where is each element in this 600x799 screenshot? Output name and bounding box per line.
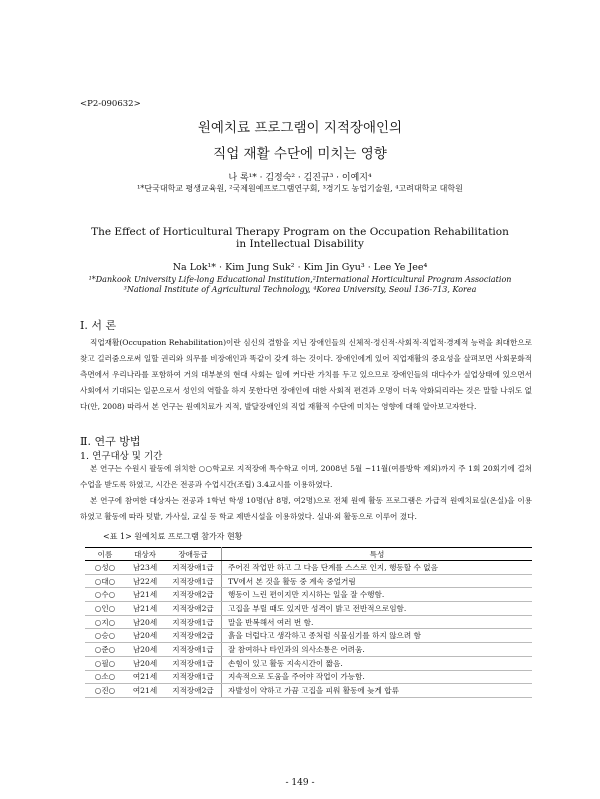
cell-subject: 남22세 <box>125 574 165 588</box>
table-row <box>85 574 532 588</box>
cell-name: ○대○ <box>85 574 125 588</box>
cell-grade: 지적장애1급 <box>165 561 222 575</box>
cell-characteristics: 지속적으로 도움을 주어야 작업이 가능함. <box>222 670 533 684</box>
cell-name: ○필○ <box>85 656 125 670</box>
cell-name: ○소○ <box>85 670 125 684</box>
cell-name: ○진○ <box>85 684 125 698</box>
table-row <box>85 561 532 575</box>
cell-grade: 지적장애2급 <box>165 629 222 643</box>
cell-name: ○성○ <box>85 561 125 575</box>
table-row <box>85 670 532 684</box>
cell-name: ○수○ <box>85 588 125 602</box>
cell-grade: 지적장애1급 <box>165 670 222 684</box>
english-authors: Na Lok¹* · Kim Jung Suk² · Kim Jin Gyu³ · Lee Ye Jee⁴ <box>172 262 428 273</box>
cell-grade: 지적장애2급 <box>165 588 222 602</box>
page-number: - 149 - <box>285 778 315 788</box>
cell-subject: 남20세 <box>125 629 165 643</box>
table-row <box>85 588 532 602</box>
korean-authors: 나 록¹* · 김정숙² · 김진규³ · 이예지⁴ <box>228 173 372 183</box>
cell-name: ○승○ <box>85 629 125 643</box>
cell-characteristics: 손힘이 있고 활동 지속시간이 짧음. <box>222 656 533 670</box>
cell-name: ○준○ <box>85 643 125 657</box>
table-row <box>85 684 532 698</box>
methods-paragraph-2: 본 연구에 참여한 대상자는 전공과 1학년 학생 10명(남 8명, 여2명)으로 전체 원예 활동 프로그램은 가급적 원예치료실(온실)을 이용하였고 활동에 따라 텃밭, 가사실, 교실 등 학교 제반시설을 이용하였다. 실내·외 활동으로 이루어 졌다. <box>80 496 532 521</box>
cell-characteristics: 말을 반복해서 여러 번 함. <box>222 615 533 629</box>
cell-subject: 남21세 <box>125 588 165 602</box>
korean-affiliations: ¹*단국대학교 평생교육원, ²국제원예프로그램연구회, ³경기도 농업기술원, ⁴고려대학교 대학원 <box>137 184 463 193</box>
paper-code: <P2-090632> <box>80 99 141 109</box>
cell-characteristics: 자발성이 약하고 가끔 고집을 피워 활동에 늦게 합류 <box>222 684 533 698</box>
table-row <box>85 629 532 643</box>
cell-grade: 지적장애1급 <box>165 574 222 588</box>
cell-grade: 지적장애1급 <box>165 643 222 657</box>
cell-characteristics: 흙을 더럽다고 생각하고 종처럼 식물심기를 하지 않으려 함 <box>222 629 533 643</box>
cell-subject: 남20세 <box>125 615 165 629</box>
cell-subject: 여21세 <box>125 684 165 698</box>
korean-title-line-1: 원예치료 프로그램이 지적장애인의 <box>197 120 403 136</box>
cell-grade: 지적장애1급 <box>165 615 222 629</box>
methods-paragraph-1: 본 연구는 수원시 팔동에 위치한 ○○학교로 지적장애 특수학교 이며, 2008년 5월 ~11월(여름방학 제외)까지 주 1회 20회기에 걸쳐 수업을 받도록 하였고, 시간은 전공과 수업시간(조립) 3.4교시를 이용하였다. <box>80 464 532 489</box>
english-affiliations-line-2: ³National Institute of Agricultural Technology, ⁴Korea University, Seoul 136-713, Korea <box>123 285 477 294</box>
cell-subject: 남21세 <box>125 602 165 616</box>
cell-subject: 남20세 <box>125 656 165 670</box>
cell-name: ○지○ <box>85 615 125 629</box>
table-header-row <box>85 548 532 561</box>
english-title-line-1: The Effect of Horticultural Therapy Program on the Occupation Rehabilitation <box>91 226 509 238</box>
cell-subject: 여21세 <box>125 670 165 684</box>
table-row <box>85 643 532 657</box>
header-disability-grade: 장애등급 <box>165 548 222 561</box>
cell-subject: 남23세 <box>125 561 165 575</box>
cell-subject: 남20세 <box>125 643 165 657</box>
cell-grade: 지적장애1급 <box>165 656 222 670</box>
header-subject: 대상자 <box>125 548 165 561</box>
cell-characteristics: 고집을 부릴 때도 있지만 성격이 밝고 전반적으로임함. <box>222 602 533 616</box>
section-methods-heading: Ⅱ. 연구 방법 <box>80 435 141 448</box>
cell-characteristics: 행동이 느린 편이지만 지시하는 일을 잘 수행함. <box>222 588 533 602</box>
introduction-paragraph: 직업재활(Occupation Rehabilitation)이란 심신의 결함을 지닌 장애인들의 신체적·정신적·사회적·직업적·경제적 능력을 최대한으로 찾고 길러줌으로써 일할 권리와 의무를 비장애인과 똑같이 갖게 하는 것이다. 장애인에게 있어 직업재활의 중요성을 살펴보면 사회문화적 측면에서 우리나라를 포함하여 거의 대부분의 현대 사회는 일에 커다란 가치를 두고 있으므로 장애인들의 대다수가 실업상태에 있으면서 사회에서 기대되는 일꾼으로서 성인의 역할을 하지 못한다면 장애인에 대한 사회적 편견과 오명이 더욱 악화되리라는 것은 말할 나위도 없다(안, 2008) 따라서 본 연구는 원예치료가 지적, 발달장애인의 직업 재활적 수단에 미치는 영향에 대해 알아보고자한다. <box>80 338 532 411</box>
header-characteristics: 특성 <box>222 548 533 561</box>
cell-characteristics: TV에서 본 것을 활동 중 계속 중얼거림 <box>222 574 533 588</box>
table-row <box>85 656 532 670</box>
cell-grade: 지적장애2급 <box>165 602 222 616</box>
table-caption: <표 1> 원예치료 프로그램 참가자 현황 <box>103 532 243 541</box>
table-row <box>85 615 532 629</box>
cell-characteristics: 주어진 작업만 하고 그 다음 단계를 스스로 인지, 행동할 수 없음 <box>222 561 533 575</box>
english-affiliations-line-1: ¹*Dankook University Life-long Educational Institution,²International Horticultural Program Association <box>88 275 512 284</box>
cell-name: ○인○ <box>85 602 125 616</box>
section-introduction-heading: Ⅰ. 서 론 <box>80 319 117 332</box>
table-row <box>85 602 532 616</box>
subsection-subjects-heading: 1. 연구대상 및 기간 <box>80 451 163 462</box>
participants-table <box>85 547 532 698</box>
header-name: 이름 <box>85 548 125 561</box>
english-title-line-2: in Intellectual Disability <box>236 238 364 250</box>
cell-characteristics: 잘 참여하나 타인과의 의사소통은 어려움. <box>222 643 533 657</box>
korean-title-line-2: 직업 재활 수단에 미치는 영향 <box>213 146 387 162</box>
cell-grade: 지적장애2급 <box>165 684 222 698</box>
